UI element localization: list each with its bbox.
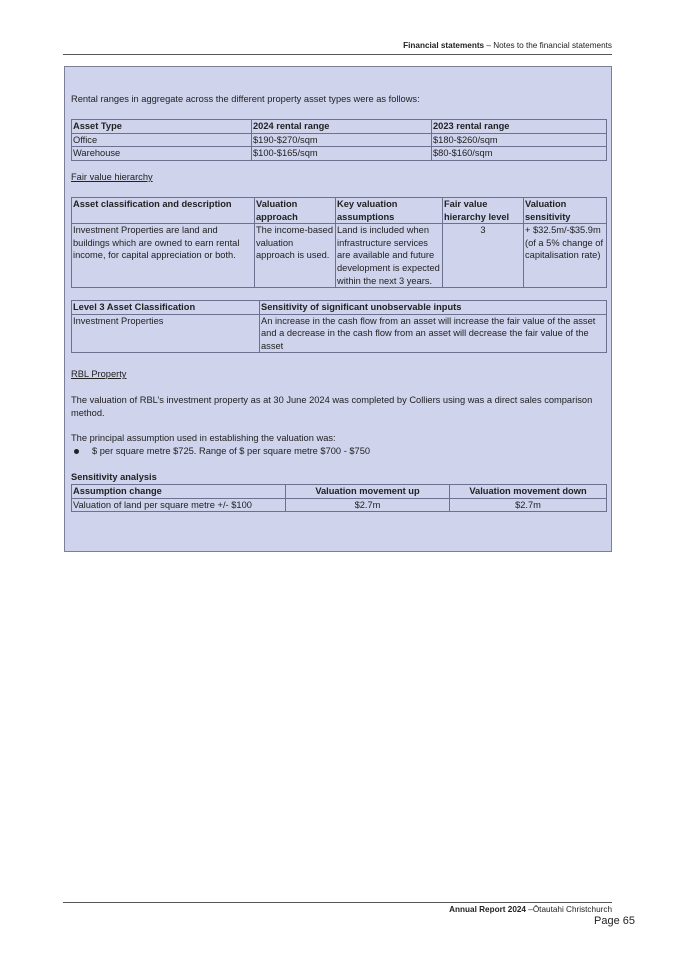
- fv-header-assumptions: Key valuation assumptions: [336, 198, 443, 224]
- rbl-heading: RBL Property: [71, 369, 127, 379]
- rental-header-asset: Asset Type: [72, 120, 252, 134]
- header-subsection: – Notes to the financial statements: [484, 41, 612, 50]
- sensitivity-table: [71, 484, 607, 512]
- fv-cell-approach: The income-based valuation approach is used.: [255, 224, 336, 288]
- footer-org: –Ōtautahi Christchurch: [525, 905, 612, 914]
- table-row: [72, 314, 607, 353]
- content-panel: [64, 66, 612, 552]
- rental-cell: $180-$260/sqm: [432, 133, 607, 147]
- rbl-text: The valuation of RBL’s investment property as at 30 June 2024 was completed by Colliers using was a direct sales comparison method.: [71, 395, 593, 418]
- rental-cell: $80-$160/sqm: [432, 147, 607, 161]
- rental-cell: $190-$270/sqm: [252, 133, 432, 147]
- rental-header-2024: 2024 rental range: [252, 120, 432, 134]
- fv-header-level: Fair value hierarchy level: [443, 198, 524, 224]
- rental-cell: Office: [72, 133, 252, 147]
- bullet-item: [71, 445, 370, 458]
- table-row: [72, 147, 607, 161]
- sens-header-up: Valuation movement up: [286, 485, 450, 499]
- table-row: [72, 498, 607, 512]
- fv-header-sensitivity: Valuation sensitivity: [524, 198, 607, 224]
- header-rule: [63, 54, 612, 55]
- fair-value-heading: Fair value hierarchy: [71, 172, 153, 182]
- fv-header-approach: Valuation approach: [255, 198, 336, 224]
- sens-cell-up: $2.7m: [286, 498, 450, 512]
- bullet-icon: [74, 449, 79, 454]
- fv-cell-classification: Investment Properties are land and buildings which are owned to earn rental income, for capital appreciation or both.: [72, 224, 255, 288]
- table-row: [72, 133, 607, 147]
- sens-cell-down: $2.7m: [450, 498, 607, 512]
- l3-cell-sensitivity: An increase in the cash flow from an asset will increase the fair value of the asset and a decrease in the cash flow from an asset will decrease the fair value of the asset: [260, 314, 607, 353]
- intro-text: Rental ranges in aggregate across the different property asset types were as follows:: [71, 94, 420, 104]
- fv-cell-level: 3: [443, 224, 524, 288]
- rental-table: [71, 119, 607, 161]
- fv-cell-sensitivity: + $32.5m/-$35.9m (of a 5% change of capitalisation rate): [524, 224, 607, 288]
- footer-rule: [63, 902, 612, 903]
- fv-cell-assumptions: Land is included when infrastructure services are available and future development is expected within the next 3 years.: [336, 224, 443, 288]
- sens-cell-assumption: Valuation of land per square metre +/- $100: [72, 498, 286, 512]
- table-row: [72, 224, 607, 288]
- level3-table: [71, 300, 607, 353]
- page-header: [63, 41, 612, 50]
- page-footer: [63, 905, 612, 914]
- l3-cell-classification: Investment Properties: [72, 314, 260, 353]
- fv-header-classification: Asset classification and description: [72, 198, 255, 224]
- rental-cell: $100-$165/sqm: [252, 147, 432, 161]
- footer-report: Annual Report 2024: [449, 905, 526, 914]
- fair-value-table: [71, 197, 607, 288]
- l3-header-sensitivity: Sensitivity of significant unobservable inputs: [260, 301, 607, 315]
- sensitivity-heading: Sensitivity analysis: [71, 472, 157, 482]
- rental-cell: Warehouse: [72, 147, 252, 161]
- rental-header-2023: 2023 rental range: [432, 120, 607, 134]
- sens-header-down: Valuation movement down: [450, 485, 607, 499]
- page-number: Page 65: [594, 915, 635, 927]
- header-section: Financial statements: [403, 41, 485, 50]
- sens-header-assumption: Assumption change: [72, 485, 286, 499]
- principal-text: The principal assumption used in establishing the valuation was:: [71, 433, 336, 443]
- l3-header-classification: Level 3 Asset Classification: [72, 301, 260, 315]
- bullet-text: $ per square metre $725. Range of $ per square metre $700 - $750: [92, 446, 371, 456]
